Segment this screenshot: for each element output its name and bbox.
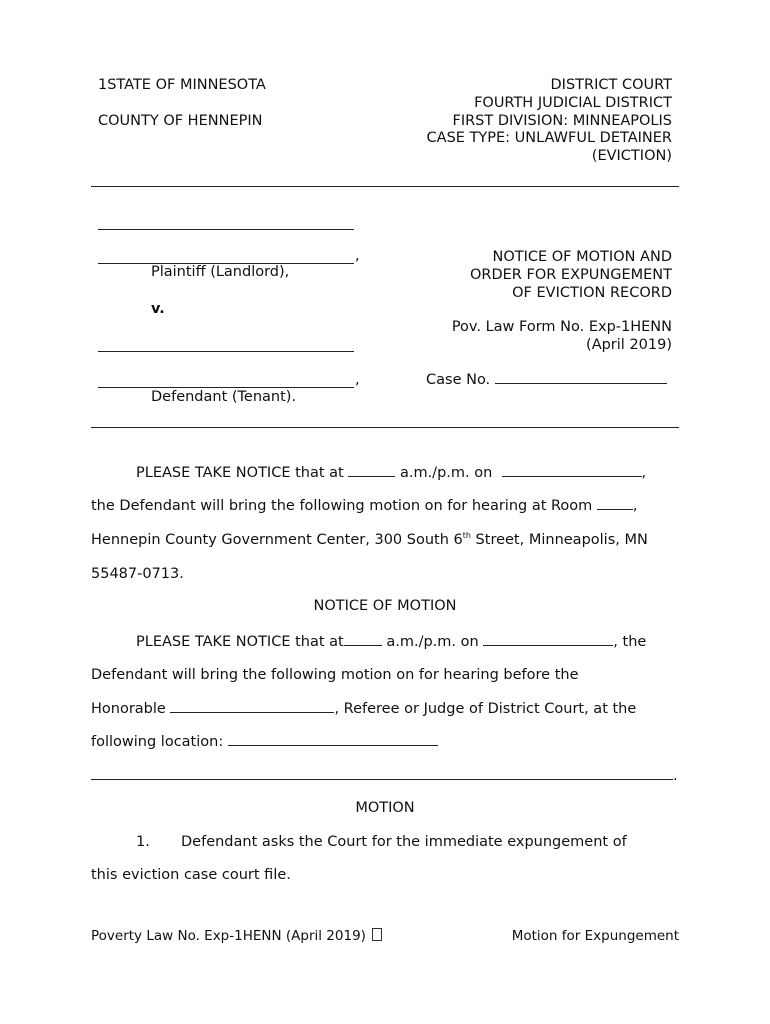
hearing-time-field[interactable] [348,475,395,477]
court-line: FIRST DIVISION: MINNEAPOLIS [452,112,672,129]
hearing-line-2 [91,498,691,514]
motion-item-number: 1. [136,834,150,850]
notice-text: , Referee or Judge of District Court, at the [334,701,637,717]
plaintiff-name-line-1[interactable] [98,229,354,230]
state-label: 1STATE OF MINNESOTA [98,77,266,93]
defendant-comma: , [355,372,360,388]
notice-text: a.m./p.m. on [386,634,479,650]
motion-item-continued: this eviction case court file. [91,867,291,883]
form-date: (April 2019) [586,337,672,353]
notice-text: . [673,768,678,784]
location-field-continued[interactable] [91,778,673,780]
footer-form-id: Poverty Law No. Exp-1HENN (April 2019) [91,928,366,944]
case-number-field[interactable] [495,382,667,384]
placeholder-box-icon [372,928,382,941]
judge-name-field[interactable] [170,711,334,713]
notice-text: Honorable [91,701,166,717]
notice-line-1 [136,634,736,650]
caption-divider [91,427,679,428]
versus-label: v. [151,301,165,317]
hearing-text: , [641,465,647,481]
notice-line-3 [91,701,691,717]
defendant-label: Defendant (Tenant). [151,389,297,405]
title-line: NOTICE OF MOTION AND [492,249,672,265]
court-line: (EVICTION) [591,148,672,165]
plaintiff-comma: , [355,248,360,264]
notice-text: PLEASE TAKE NOTICE that at [136,634,344,650]
case-number-row [426,372,667,388]
county-label: COUNTY OF HENNEPIN [98,113,263,129]
hearing-date-field[interactable] [502,475,642,477]
notice-time-field[interactable] [344,644,382,646]
court-line: DISTRICT COURT [550,77,672,93]
hearing-text: a.m./p.m. on [399,465,493,481]
motion-item-text: Defendant asks the Court for the immediate expungement of [181,834,627,850]
form-info [452,318,672,354]
ordinal-suffix: th [462,531,471,540]
defendant-name-line-1[interactable] [98,351,354,352]
footer-left [91,928,382,944]
address-text: Hennepin County Government Center, 300 South 6 [91,532,463,548]
court-line: FOURTH JUDICIAL DISTRICT [474,94,672,111]
footer-right: Motion for Expungement [511,928,679,944]
hearing-text: , [632,498,638,514]
notice-of-motion-heading: NOTICE OF MOTION [313,598,457,614]
header-divider [91,186,679,187]
title-line: OF EVICTION RECORD [512,285,672,301]
motion-heading: MOTION [355,800,415,816]
form-number: Pov. Law Form No. Exp-1HENN [451,319,672,335]
notice-line-4 [91,734,691,750]
case-number-label: Case No. [426,372,491,388]
hearing-line-3 [91,532,691,548]
plaintiff-label: Plaintiff (Landlord), [151,264,290,280]
hearing-text: PLEASE TAKE NOTICE that at [136,465,344,481]
room-number-field[interactable] [597,508,633,510]
hearing-text: the Defendant will bring the following motion on for hearing at Room [91,498,593,514]
hearing-line-1 [136,465,736,481]
court-line: CASE TYPE: UNLAWFUL DETAINER [426,130,672,147]
hearing-line-4: 55487-0713. [91,566,184,582]
notice-line-2: Defendant will bring the following motion on for hearing before the [91,667,579,683]
notice-text: following location: [91,734,224,750]
notice-text: , the [613,634,647,650]
document-title [470,248,672,302]
address-text: Street, Minneapolis, MN [470,532,648,548]
court-info [427,77,672,166]
notice-date-field[interactable] [483,644,613,646]
location-field[interactable] [228,744,438,746]
title-line: ORDER FOR EXPUNGEMENT [469,267,672,283]
notice-line-5 [91,768,691,784]
defendant-name-line-2[interactable] [98,387,354,388]
